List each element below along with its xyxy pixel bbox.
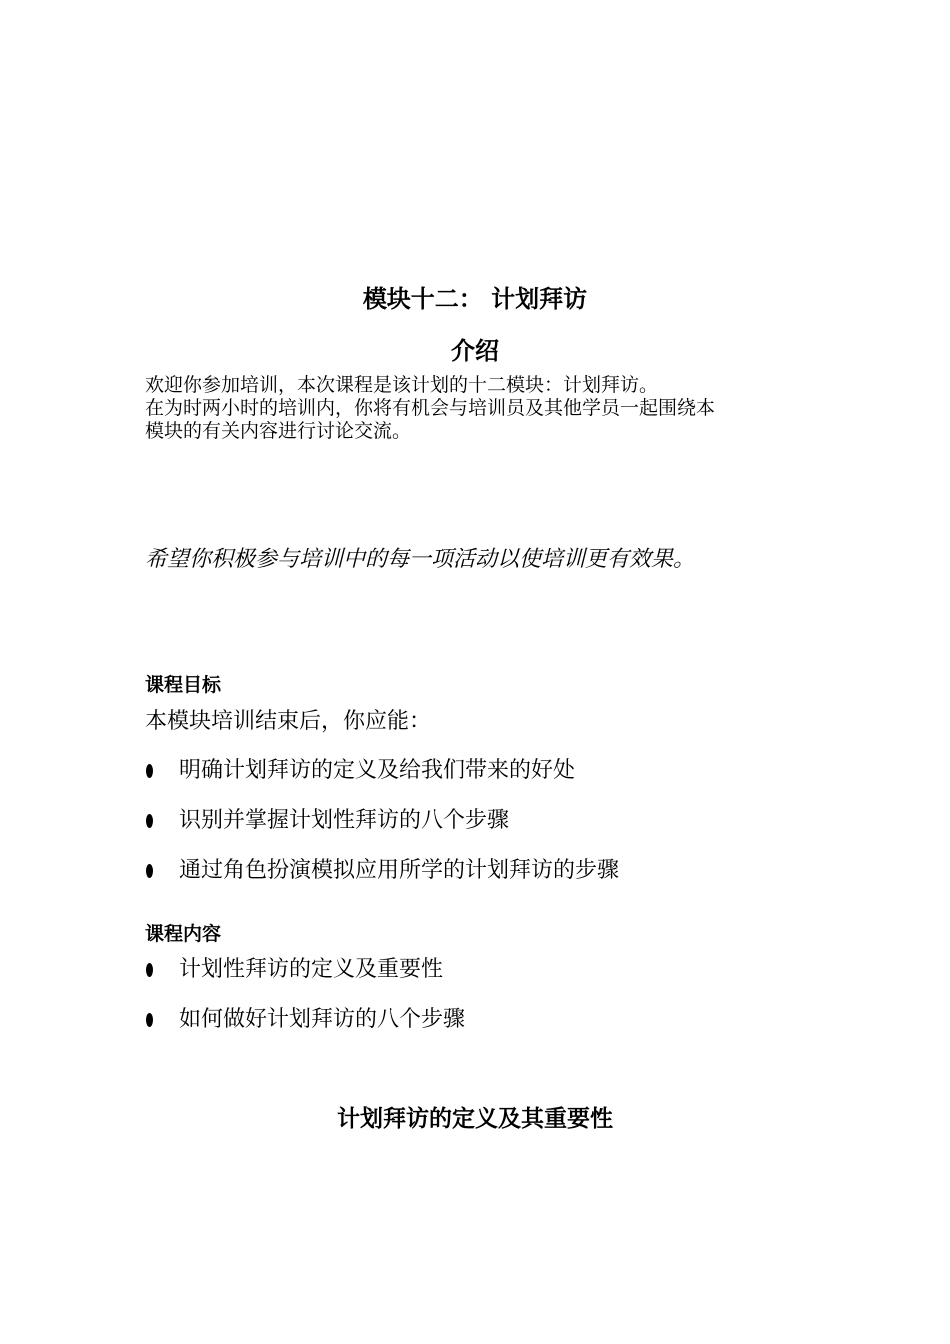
content-item-text: 如何做好计划拜访的八个步骤 — [179, 1007, 466, 1032]
encouragement-text: 希望你积极参与培训中的每一项活动以使培训更有效果。 — [145, 547, 696, 572]
objective-item — [145, 806, 509, 836]
content-item-text: 计划性拜访的定义及重要性 — [179, 957, 444, 982]
bullet-icon — [146, 864, 153, 878]
bullet-icon — [146, 764, 153, 778]
section-heading: 计划拜访的定义及其重要性 — [337, 1106, 613, 1132]
objectives-label: 课程目标 — [145, 674, 222, 696]
objective-item — [145, 756, 575, 786]
objective-item — [145, 856, 619, 886]
objective-item-text: 识别并掌握计划性拜访的八个步骤 — [179, 808, 510, 833]
bullet-icon — [146, 963, 153, 977]
intro-paragraph — [145, 374, 825, 443]
intro-heading: 介绍 — [451, 337, 499, 365]
module-title: 模块十二： 计划拜访 — [362, 285, 588, 313]
content-item — [145, 955, 443, 985]
content-item — [145, 1005, 465, 1035]
bullet-icon — [146, 1013, 153, 1027]
intro-line-3: 模块的有关内容进行讨论交流。 — [145, 420, 412, 442]
objective-item-text: 通过角色扮演模拟应用所学的计划拜访的步骤 — [179, 858, 620, 883]
bullet-icon — [146, 814, 153, 828]
content-label: 课程内容 — [145, 923, 222, 945]
intro-line-2: 在为时两小时的培训内，你将有机会与培训员及其他学员一起围绕本 — [145, 397, 716, 419]
intro-line-1: 欢迎你参加培训，本次课程是该计划的十二模块：计划拜访。 — [145, 374, 659, 396]
objective-item-text: 明确计划拜访的定义及给我们带来的好处 — [179, 758, 576, 783]
objectives-lead: 本模块培训结束后，你应能： — [145, 709, 432, 734]
